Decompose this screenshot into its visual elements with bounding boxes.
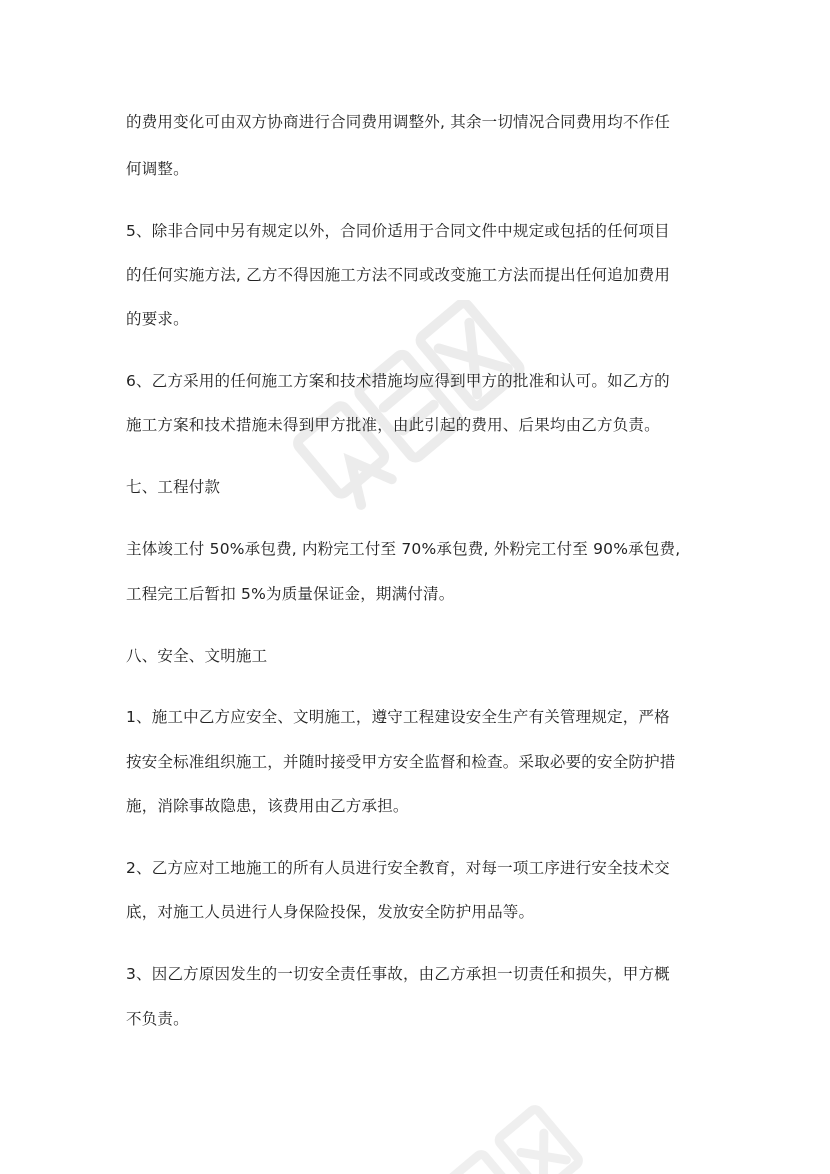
paragraph-line: 5、除非合同中另有规定以外，合同价适用于合同文件中规定或包括的任何项目 xyxy=(126,222,670,240)
paragraph-line: 3、因乙方原因发生的一切安全责任事故，由乙方承担一切责任和损失，甲方概 xyxy=(126,965,670,983)
paragraph-line: 的要求。 xyxy=(126,310,189,328)
paragraph-line: 主体竣工付 50%承包费, 内粉完工付至 70%承包费, 外粉完工付至 90%承包费, xyxy=(126,540,681,558)
paragraph-line: 2、乙方应对工地施工的所有人员进行安全教育，对每一项工序进行安全技术交 xyxy=(126,859,670,877)
paragraph-line: 按安全标准组织施工，并随时接受甲方安全监督和检查。采取必要的安全防护措 xyxy=(126,753,676,771)
paragraph-line: 施工方案和技术措施未得到甲方批准，由此引起的费用、后果均由乙方负责。 xyxy=(126,416,660,434)
paragraph-line: 施，消除事故隐患，该费用由乙方承担。 xyxy=(126,797,409,815)
section-heading: 八、安全、文明施工 xyxy=(126,647,268,665)
paragraph-line: 1、施工中乙方应安全、文明施工，遵守工程建设安全生产有关管理规定，严格 xyxy=(126,708,670,726)
paragraph-line: 的任何实施方法, 乙方不得因施工方法不同或改变施工方法而提出任何追加费用 xyxy=(126,266,671,284)
paragraph-line: 的费用变化可由双方协商进行合同费用调整外, 其余一切情况合同费用均不作任 xyxy=(126,113,671,131)
section-heading: 七、工程付款 xyxy=(126,478,221,496)
paragraph-line: 工程完工后暂扣 5%为质量保证金，期满付清。 xyxy=(126,585,455,603)
watermark xyxy=(262,300,562,520)
paragraph-line: 底，对施工人员进行人身保险投保，发放安全防护用品等。 xyxy=(126,903,535,921)
watermark-bottom xyxy=(410,1095,610,1174)
paragraph-line: 6、乙方采用的任何施工方案和技术措施均应得到甲方的批准和认可。如乙方的 xyxy=(126,372,670,390)
paragraph-line: 不负责。 xyxy=(126,1010,189,1028)
paragraph-line: 何调整。 xyxy=(126,160,189,178)
